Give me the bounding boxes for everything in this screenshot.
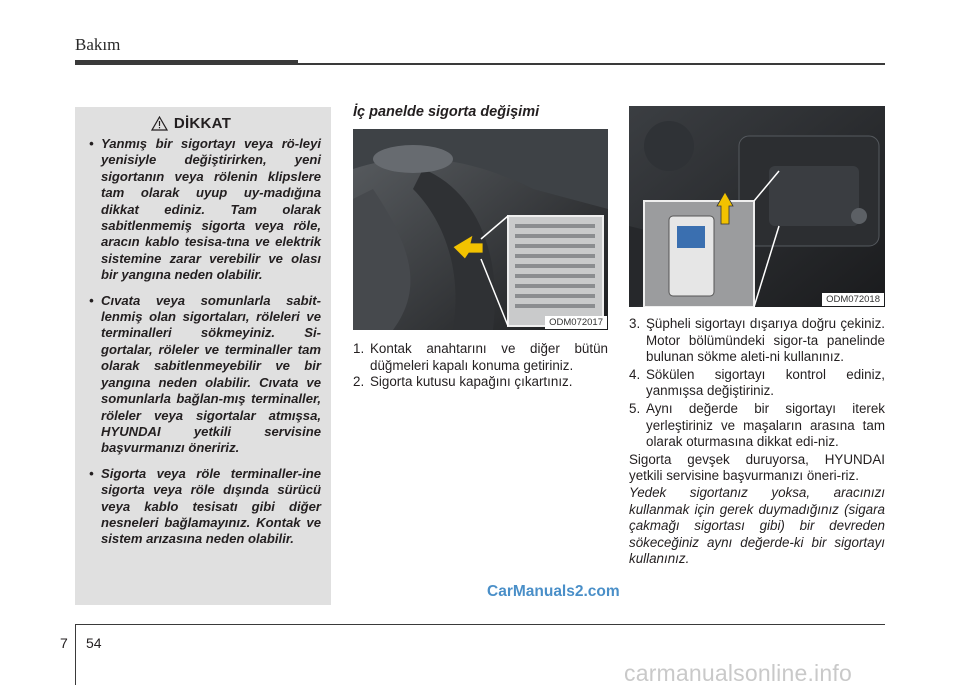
page-number: 54: [86, 635, 102, 651]
footer-divider: [75, 624, 76, 685]
caution-list: [89, 136, 321, 548]
steps-list-1: [353, 341, 608, 391]
section-title: Bakım: [75, 35, 121, 54]
caution-item: • Sigorta veya röle terminaller-ine sigorta veya röle dışında sürücü veya kablo tesisatı gibi diğer nesneleri bağlamayınız. Kontak ve sistem arızasına neden olabilir.: [89, 465, 321, 547]
caution-item: • Cıvata veya somunlarla sabit-lenmiş olan sigortaları, röleleri ve terminalleri sökmeyiniz. Si-gortalar, röleler ve terminaller tam olarak sabitlenmeyebilir ve bir yangına neden olabilir. Cıvata ve somunlarla bağlan-mış terminaller, röleler veya sigortalar atmışsa, HYUNDAI yetkili servisine başvurmanızı öneririz.: [89, 292, 321, 456]
step-item: 1. Kontak anahtarını ve diğer bütün düğmeleri kapalı konuma getiriniz.: [353, 341, 608, 373]
fuse-panel-photo: [353, 129, 608, 330]
step-item: 5. Aynı değerde bir sigortayı iterek yerleştiriniz ve maşaların arasına tam olarak oturmasına dikkat edi-niz.: [629, 400, 885, 450]
step-item: 2. Sigorta kutusu kapağını çıkartınız.: [353, 374, 573, 390]
header-bar: [75, 60, 298, 65]
step-item: 3. Şüpheli sigortayı dışarıya doğru çekiniz. Motor bölümündeki sigor-ta panelinde bulunan sökme aleti-ni kullanınız.: [629, 316, 885, 365]
footer-rule: [75, 624, 885, 625]
spare-fuse-note: Yedek sigortanız yoksa, aracınızı kullanmak için gerek duymadığınız (sigara çakmağı sigortası gibi) bir devreden sökeceğiniz aynı değerde-ki bir sigortayı kullanınız.: [629, 484, 885, 567]
engine-fuse-photo: [629, 106, 885, 307]
engine-bay-illustration: [629, 106, 885, 307]
header-rule: [298, 63, 885, 65]
warning-triangle-icon: [151, 116, 168, 131]
step-item: 4. Sökülen sigortayı kontrol ediniz, yanmışsa değiştiriniz.: [629, 366, 885, 399]
watermark-link[interactable]: CarManuals2.com: [487, 583, 620, 600]
service-paragraph: Sigorta gevşek duruyorsa, HYUNDAI yetkili servisine başvurmanızı öneri-riz.: [629, 451, 885, 484]
caution-title: DİKKAT: [173, 115, 232, 132]
site-watermark: carmanualsonline.info: [624, 660, 852, 686]
interior-panel-illustration: [353, 129, 608, 330]
subsection-title: İç panelde sigorta değişimi: [353, 104, 540, 120]
caution-item: • Yanmış bir sigortayı veya rö-leyi yenisiyle değiştirirken, yeni sigortanın veya rölenin klipslere tam olarak uyup uy-madığına dikkat ediniz. Tam olarak sabitlenmemiş sigorta veya röle, aracın kablo tesisa-tına ve elektrik sistemine zarar verebilir ve olası bir yangına neden olabilir.: [89, 136, 321, 283]
photo-code-label: ODM072017: [545, 316, 607, 329]
chapter-number: 7: [60, 635, 68, 651]
photo-code-label: ODM072018: [822, 293, 884, 306]
steps-list-2: [629, 316, 885, 568]
caution-box: [75, 107, 331, 605]
caution-header: [89, 115, 293, 132]
